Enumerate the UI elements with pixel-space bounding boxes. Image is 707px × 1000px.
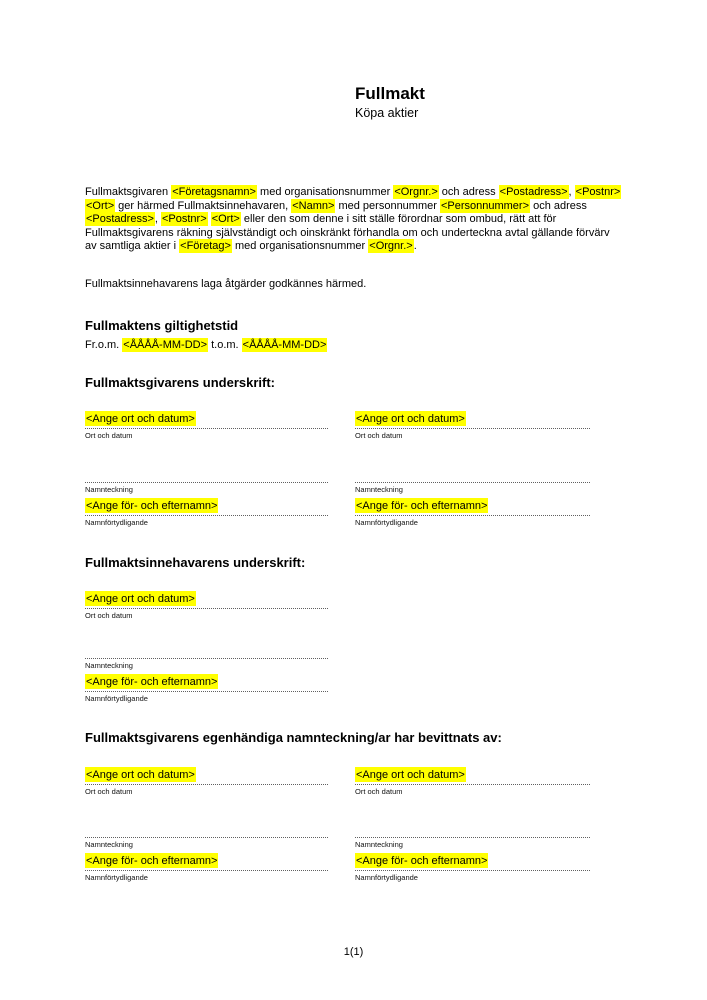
highlighted-placeholder: <Företagsnamn> — [172, 186, 256, 198]
field-label-namnfortydligande: Namnförtydligande — [85, 694, 148, 703]
name-value — [85, 498, 328, 515]
name-value — [355, 498, 590, 515]
validity-dates — [85, 338, 327, 352]
signature-space — [85, 440, 328, 482]
field-label-namnfortydligande: Namnförtydligande — [355, 873, 418, 882]
text-run: eller den som denne i sitt ställe förordnar som ombud, rätt att för Fullmaktsgivarens räkning självständigt och oinskränkt förhandla om och underteckna avtal gällande förvärv av samtliga aktier i — [85, 213, 610, 252]
text-run: med organisationsnummer — [231, 240, 369, 252]
signature-space — [355, 796, 590, 837]
field-label-ort-och-datum: Ort och datum — [85, 431, 133, 440]
signature-line — [85, 428, 328, 429]
text-run: med organisationsnummer — [256, 186, 394, 198]
document-subtitle: Köpa aktier — [355, 106, 419, 120]
place-date-value — [85, 411, 328, 428]
highlighted-placeholder: <ÅÅÅÅ-MM-DD> — [123, 339, 208, 351]
highlighted-placeholder: <Orgnr.> — [369, 240, 413, 252]
text-run: med personnummer — [335, 199, 440, 212]
highlighted-placeholder: <Ort> — [211, 213, 240, 225]
principal-signature-heading: Fullmaktsgivarens underskrift: — [85, 375, 275, 390]
signature-space — [85, 620, 328, 658]
page-number: 1(1) — [343, 946, 364, 958]
highlighted-placeholder: <Postadress> — [86, 213, 154, 225]
witness-heading: Fullmaktsgivarens egenhändiga namnteckning/ar har bevittnats av: — [85, 730, 502, 745]
approval-sentence: Fullmaktsinnehavarens laga åtgärder godkännes härmed. — [85, 278, 367, 290]
text-run: Fullmaktsgivaren — [85, 186, 172, 198]
text-run: ger härmed Fullmaktsinnehavaren, — [115, 199, 292, 212]
intro-paragraph — [85, 186, 622, 254]
field-label-namnfortydligande: Namnförtydligande — [85, 873, 148, 882]
witness-signature-grid — [85, 767, 590, 882]
signature-line — [85, 608, 328, 609]
signature-line — [85, 870, 328, 871]
signature-line — [355, 428, 590, 429]
placeholder-namn: <Ange för- och efternamn> — [86, 500, 218, 512]
validity-heading: Fullmaktens giltighetstid — [85, 318, 239, 333]
text-run: , — [154, 213, 161, 225]
name-value — [85, 853, 328, 870]
placeholder-namn: <Ange för- och efternamn> — [86, 676, 218, 688]
agent-signature-column — [85, 591, 328, 703]
highlighted-placeholder: <ÅÅÅÅ-MM-DD> — [242, 339, 327, 351]
signature-space — [355, 440, 590, 482]
signature-line — [85, 837, 328, 838]
place-date-value — [85, 591, 328, 608]
field-label-namnteckning: Namnteckning — [355, 840, 403, 849]
highlighted-placeholder: <Namn> — [292, 199, 335, 212]
highlighted-placeholder: <Företag> — [180, 240, 231, 252]
name-value — [355, 853, 590, 870]
place-date-value — [355, 767, 590, 784]
signature-line — [355, 784, 590, 785]
field-label-namnfortydligande: Namnförtydligande — [85, 518, 148, 527]
placeholder-ort-och-datum: <Ange ort och datum> — [356, 413, 465, 425]
text-run: . — [413, 240, 417, 252]
principal-signature-grid — [85, 411, 590, 527]
placeholder-ort-och-datum: <Ange ort och datum> — [86, 769, 195, 781]
signature-column — [355, 767, 590, 882]
text-run: och adress — [438, 186, 499, 198]
signature-line — [355, 837, 590, 838]
signature-line — [85, 784, 328, 785]
place-date-value — [355, 411, 590, 428]
signature-line — [355, 482, 590, 483]
placeholder-ort-och-datum: <Ange ort och datum> — [86, 593, 195, 605]
document-title-block — [355, 84, 425, 121]
placeholder-namn: <Ange för- och efternamn> — [86, 855, 218, 867]
name-value — [85, 674, 328, 691]
placeholder-ort-och-datum: <Ange ort och datum> — [356, 769, 465, 781]
signature-line — [85, 691, 328, 692]
signature-column — [85, 767, 328, 882]
placeholder-ort-och-datum: <Ange ort och datum> — [86, 413, 195, 425]
signature-line — [85, 658, 328, 659]
field-label-namnteckning: Namnteckning — [85, 840, 133, 849]
field-label-ort-och-datum: Ort och datum — [355, 787, 403, 796]
place-date-value — [85, 767, 328, 784]
highlighted-placeholder: <Personnummer> — [440, 199, 530, 212]
highlighted-placeholder: <Orgnr.> — [394, 186, 438, 198]
placeholder-namn: <Ange för- och efternamn> — [356, 500, 488, 512]
highlighted-placeholder: <Postnr> — [162, 213, 207, 225]
agent-signature-heading: Fullmaktsinnehavarens underskrift: — [85, 555, 306, 570]
field-label-namnfortydligande: Namnförtydligande — [355, 518, 418, 527]
signature-line — [355, 870, 590, 871]
highlighted-placeholder: <Ort> — [86, 199, 115, 212]
signature-line — [85, 482, 328, 483]
highlighted-placeholder: <Postnr> — [575, 186, 621, 198]
signature-line — [355, 515, 590, 516]
text-run: och adress — [530, 199, 587, 212]
signature-line — [85, 515, 328, 516]
field-label-namnteckning: Namnteckning — [85, 661, 133, 670]
field-label-namnteckning: Namnteckning — [85, 485, 133, 494]
signature-column — [355, 411, 590, 527]
field-label-namnteckning: Namnteckning — [355, 485, 403, 494]
signature-space — [85, 796, 328, 837]
placeholder-namn: <Ange för- och efternamn> — [356, 855, 488, 867]
signature-column — [85, 411, 328, 527]
field-label-ort-och-datum: Ort och datum — [85, 611, 133, 620]
highlighted-placeholder: <Postadress> — [499, 186, 568, 198]
document-title: Fullmakt — [355, 84, 425, 103]
text-run: Fr.o.m. — [85, 339, 123, 351]
field-label-ort-och-datum: Ort och datum — [355, 431, 403, 440]
field-label-ort-och-datum: Ort och datum — [85, 787, 133, 796]
text-run: t.o.m. — [208, 339, 242, 351]
text-run: , — [568, 186, 575, 198]
